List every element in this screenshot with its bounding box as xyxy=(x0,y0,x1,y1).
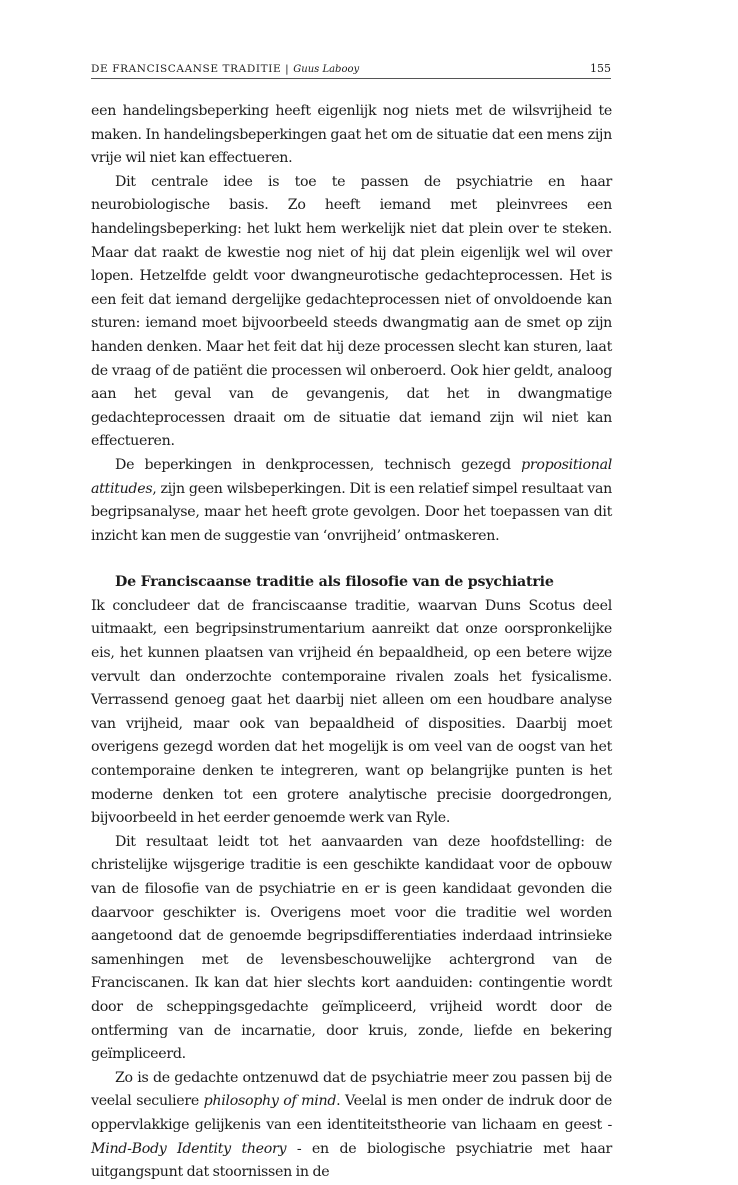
paragraph-3-text-a: De beperkingen in denkprocessen, technisch gezegd xyxy=(115,456,522,473)
chapter-title: DE FRANCISCAANSE TRADITIE xyxy=(91,63,282,75)
paragraph-6-text-b: . Veelal is men onder de indruk door de oppervlakkige gelijkenis van een identiteitstheorie van lichaam en geest - xyxy=(91,1093,613,1133)
paragraph-3-emphasis: propositional attitudes xyxy=(91,456,612,497)
page-number: 155 xyxy=(590,62,611,75)
body-text xyxy=(91,100,612,1185)
paragraph-6 xyxy=(91,1067,612,1185)
paragraph-6-emphasis-1: philosophy of mind xyxy=(203,1093,337,1110)
paragraph-1: een handelingsbeperking heeft eigenlijk nog niets met de wilsvrijheid te maken. In handelingsbeperkingen gaat het om de situatie dat een mens zijn vrije wil niet kan effectueren. xyxy=(91,103,612,167)
paragraph-5: Dit resultaat leidt tot het aanvaarden van deze hoofdstelling: de christelijke wijsgerige traditie is een geschikte kandidaat voor de opbouw van de filosofie van de psychiatrie en er is geen kandidaat gevonden die daarvoor geschikter is. Overigens moet voor die traditie wel worden aangetoond dat de genoemde begripsdifferentiaties inderdaad intrinsieke samenhingen met de levensbeschouwelijke achtergrond van de Franciscanen. Ik kan dat hier slechts kort aanduiden: contingentie wordt door de scheppingsgedachte geïmpliceerd, vrijheid wordt door de ontferming van de incarnatie, door kruis, zonde, liefde en bekering geïmpliceerd. xyxy=(91,833,612,1063)
paragraph-4: Ik concludeer dat de franciscaanse traditie, waarvan Duns Scotus deel uitmaakt, een begripsinstrumentarium aanreikt dat onze oorspronkelijke eis, het kunnen plaatsen van vrijheid én bepaaldheid, op een betere wijze vervult dan onderzochte contemporaine rivalen zoals het fysicalisme. Verrassend genoeg gaat het daarbij niet alleen om een houdbare analyse van vrijheid, maar ook van bepaaldheid of disposities. Daarbij moet overigens gezegd worden dat het mogelijk is om veel van de oogst van het contemporaine denken te integreren, want op belangrijke punten is het moderne denken tot een grotere analytische precisie doorgedrongen, bijvoorbeeld in het eerder genoemde werk van Ryle. xyxy=(91,597,612,827)
paragraph-3-text-b: , zijn geen wilsbeperkingen. Dit is een relatief simpel resultaat van begripsanalyse, maar het heeft grote gevolgen. Door het toepassen van dit inzicht kan men de suggestie van ‘onvrijheid’ ontmaskeren. xyxy=(91,480,612,544)
separator: | xyxy=(285,63,290,75)
running-title xyxy=(91,63,359,75)
paragraph-6-emphasis-2: Mind-Body Identity theory xyxy=(91,1140,287,1157)
paragraph-2: Dit centrale idee is toe te passen de psychiatrie en haar neurobiologische basis. Zo heeft iemand met pleinvrees een handelingsbeperking: het lukt hem werkelijk niet dat plein over te steken. Maar dat raakt de kwestie nog niet of hij dat plein eigenlijk wel wil over lopen. Hetzelfde geldt voor dwangneurotische gedachteprocessen. Het is een feit dat iemand dergelijke gedachteprocessen niet of onvoldoende kan sturen: iemand moet bijvoorbeeld steeds dwangmatig aan de smet op zijn handen denken. Maar het feit dat hij deze processen slecht kan sturen, laat de vraag of de patiënt die processen wil onberoerd. Ook hier geldt, analoog aan het geval van de gevangenis, dat het in dwangmatige gedachteprocessen draait om de situatie dat iemand zijn wil niet kan effectueren. xyxy=(91,173,612,450)
author-name: Guus Labooy xyxy=(293,64,360,75)
section-heading: De Franciscaanse traditie als filosofie van de psychiatrie xyxy=(115,574,554,591)
paragraph-6-text-a: Zo is de gedachte ontzenuwd dat de psychiatrie meer zou passen bij de veelal seculiere xyxy=(91,1069,612,1110)
running-header xyxy=(91,60,611,79)
paragraph-6-text-c: - en de biologische psychiatrie met haar uitgangspunt dat stoornissen in de xyxy=(91,1140,612,1181)
paragraph-3 xyxy=(91,454,612,548)
